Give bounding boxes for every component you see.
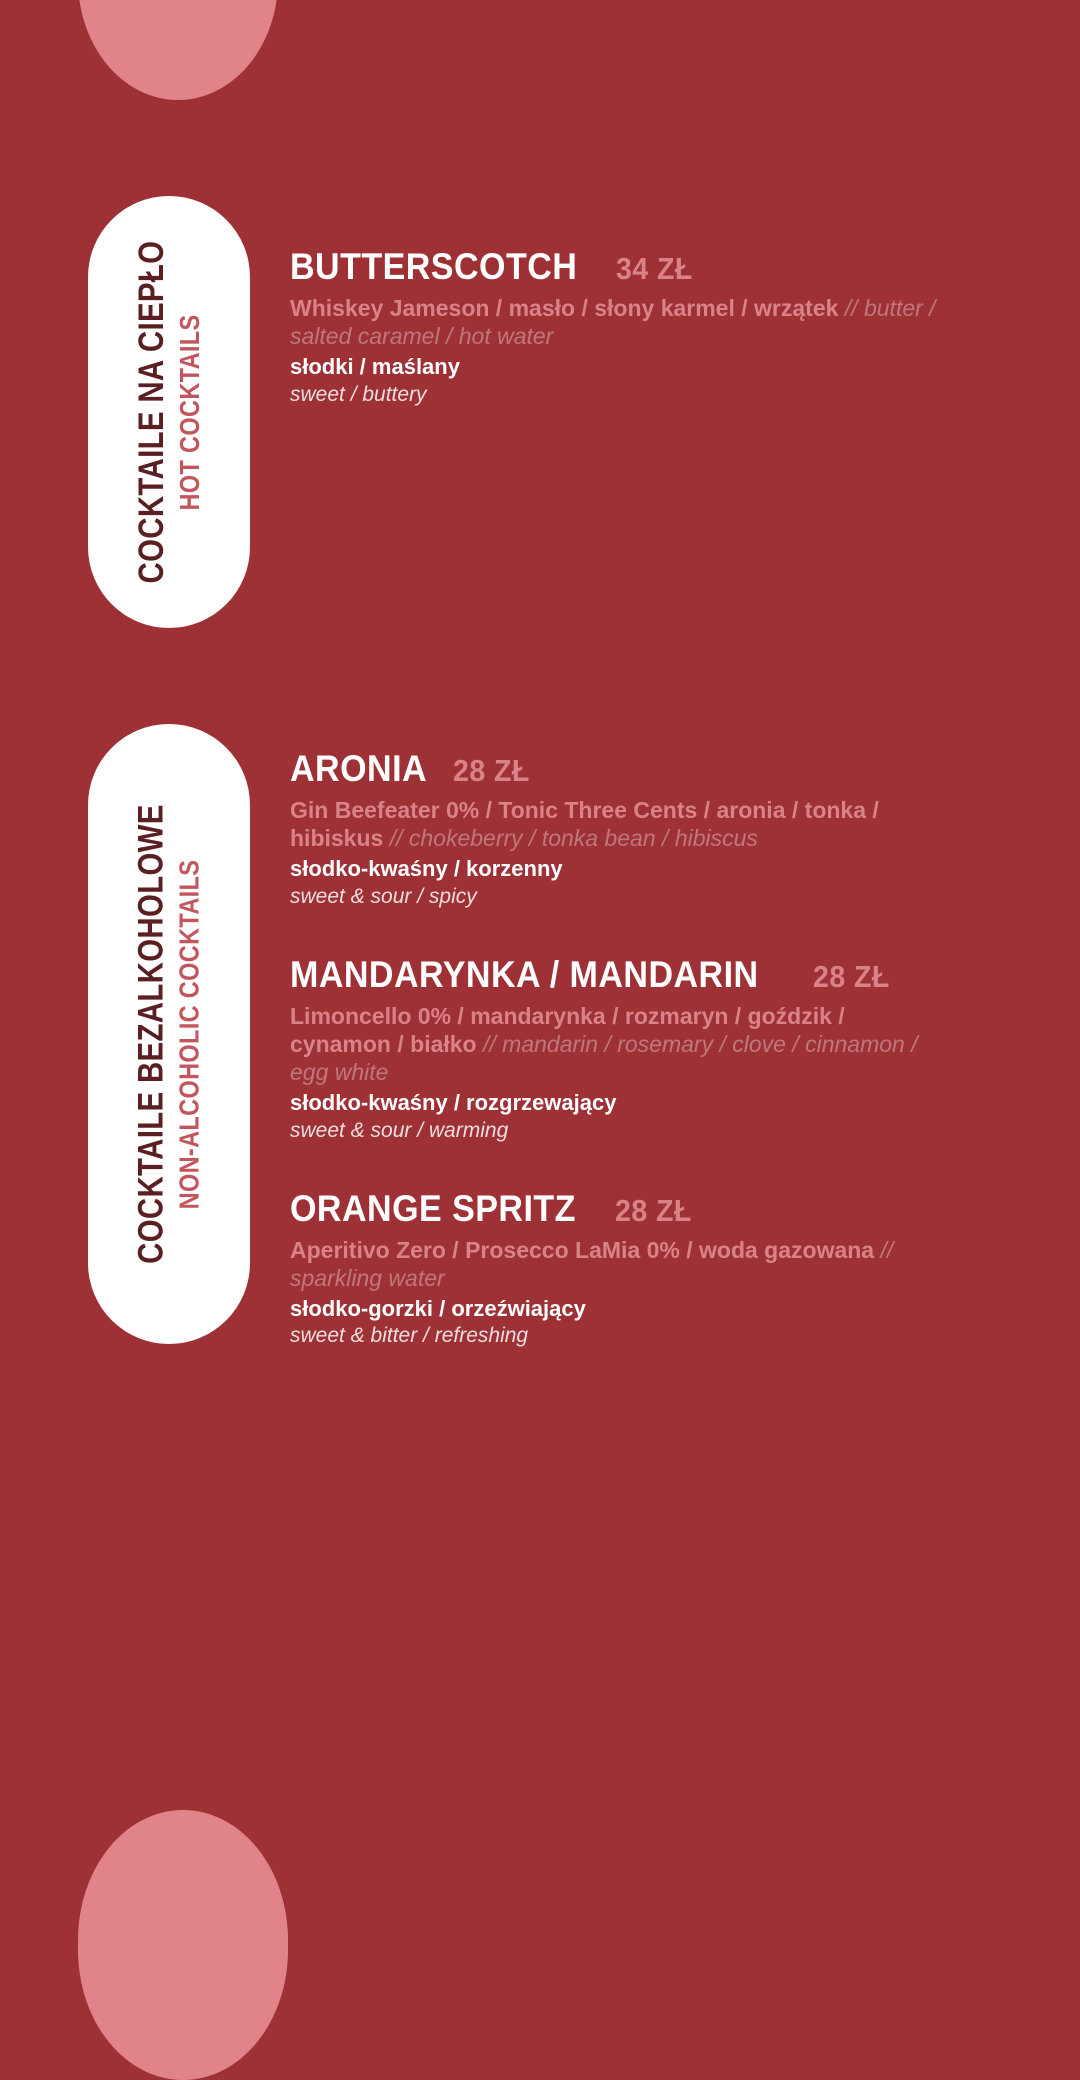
drink-ingredients-pl: Gin Beefeater 0% / Tonic Three Cents / aronia / tonka / hibiskus <box>290 797 879 852</box>
drink-ingredients <box>290 796 950 852</box>
drink-header <box>290 954 990 996</box>
drink-ingredients-en: sparkling water <box>290 1264 445 1291</box>
drink-ingredients-pl: Whiskey Jameson / masło / słony karmel / wrzątek <box>290 295 839 321</box>
drink-ingredients-en: chokeberry / tonka bean / hibiscus <box>408 825 758 852</box>
drink-price: 28 ZŁ <box>813 958 891 994</box>
drink-taste-en: sweet / buttery <box>290 382 427 406</box>
drink-name: ORANGE SPRITZ <box>290 1187 576 1229</box>
section-pill-hot-cocktails <box>88 196 250 628</box>
drink-item <box>290 246 990 408</box>
drink-taste-en: sweet & bitter / refreshing <box>290 1324 529 1348</box>
section-pill-non-alcoholic-inner <box>131 760 205 1307</box>
drink-taste-pl: słodko-gorzki / orzeźwiający <box>290 1295 586 1321</box>
section-title-pl-nonalcoholic: COCKTAILE BEZALKOHOLOWE <box>131 804 171 1264</box>
ingredients-separator: // <box>389 825 403 852</box>
drink-taste-pl: słodko-kwaśny / korzenny <box>290 856 563 882</box>
drink-price: 28 ZŁ <box>614 1192 692 1228</box>
decorative-blob-top <box>78 0 278 100</box>
drink-item <box>290 748 990 910</box>
drink-name: MANDARYNKA / MANDARIN <box>290 953 759 995</box>
drink-price: 28 ZŁ <box>452 753 530 788</box>
ingredients-separator: // <box>483 1030 496 1057</box>
ingredients-separator: // <box>844 295 858 321</box>
drink-list-hot-cocktails <box>290 246 990 408</box>
drink-list-non-alcoholic-cocktails <box>290 748 990 1350</box>
section-title-pl-hot: COCKTAILE NA CIEPŁO <box>131 240 171 584</box>
drink-name: BUTTERSCOTCH <box>290 246 578 287</box>
drink-taste-pl: słodki / maślany <box>290 354 460 380</box>
drink-ingredients-pl: Aperitivo Zero / Prosecco LaMia 0% / woda gazowana <box>290 1236 875 1263</box>
drink-name: ARONIA <box>290 748 428 789</box>
drink-ingredients <box>290 1002 950 1086</box>
section-pill-hot-cocktails-inner <box>131 208 205 616</box>
drink-taste-en: sweet & sour / spicy <box>290 884 477 908</box>
drink-ingredients-en: mandarin / rosemary / clove / cinnamon / egg white <box>290 1030 918 1085</box>
drink-ingredients-pl: Limoncello 0% / mandarynka / rozmaryn / goździk / cynamon / białko <box>290 1002 845 1057</box>
drink-ingredients <box>290 294 950 350</box>
decorative-blob-bottom <box>78 1810 288 2080</box>
section-title-en-nonalcoholic: NON-ALCOHOLIC COCKTAILS <box>173 859 205 1209</box>
drink-item <box>290 954 990 1144</box>
drink-header <box>290 1188 990 1230</box>
drink-price: 34 ZŁ <box>616 251 694 286</box>
ingredients-separator: // <box>880 1236 894 1263</box>
drink-taste-en: sweet & sour / warming <box>290 1118 509 1142</box>
section-title-en-hot: HOT COCKTAILS <box>173 313 205 510</box>
drink-header <box>290 246 990 288</box>
drink-ingredients-en: butter / salted caramel / hot water <box>290 295 936 350</box>
drink-taste-pl: słodko-kwaśny / rozgrzewający <box>290 1090 617 1116</box>
section-pill-non-alcoholic-cocktails <box>88 724 250 1344</box>
drink-item <box>290 1188 990 1350</box>
drink-header <box>290 748 990 790</box>
drink-ingredients <box>290 1236 950 1292</box>
